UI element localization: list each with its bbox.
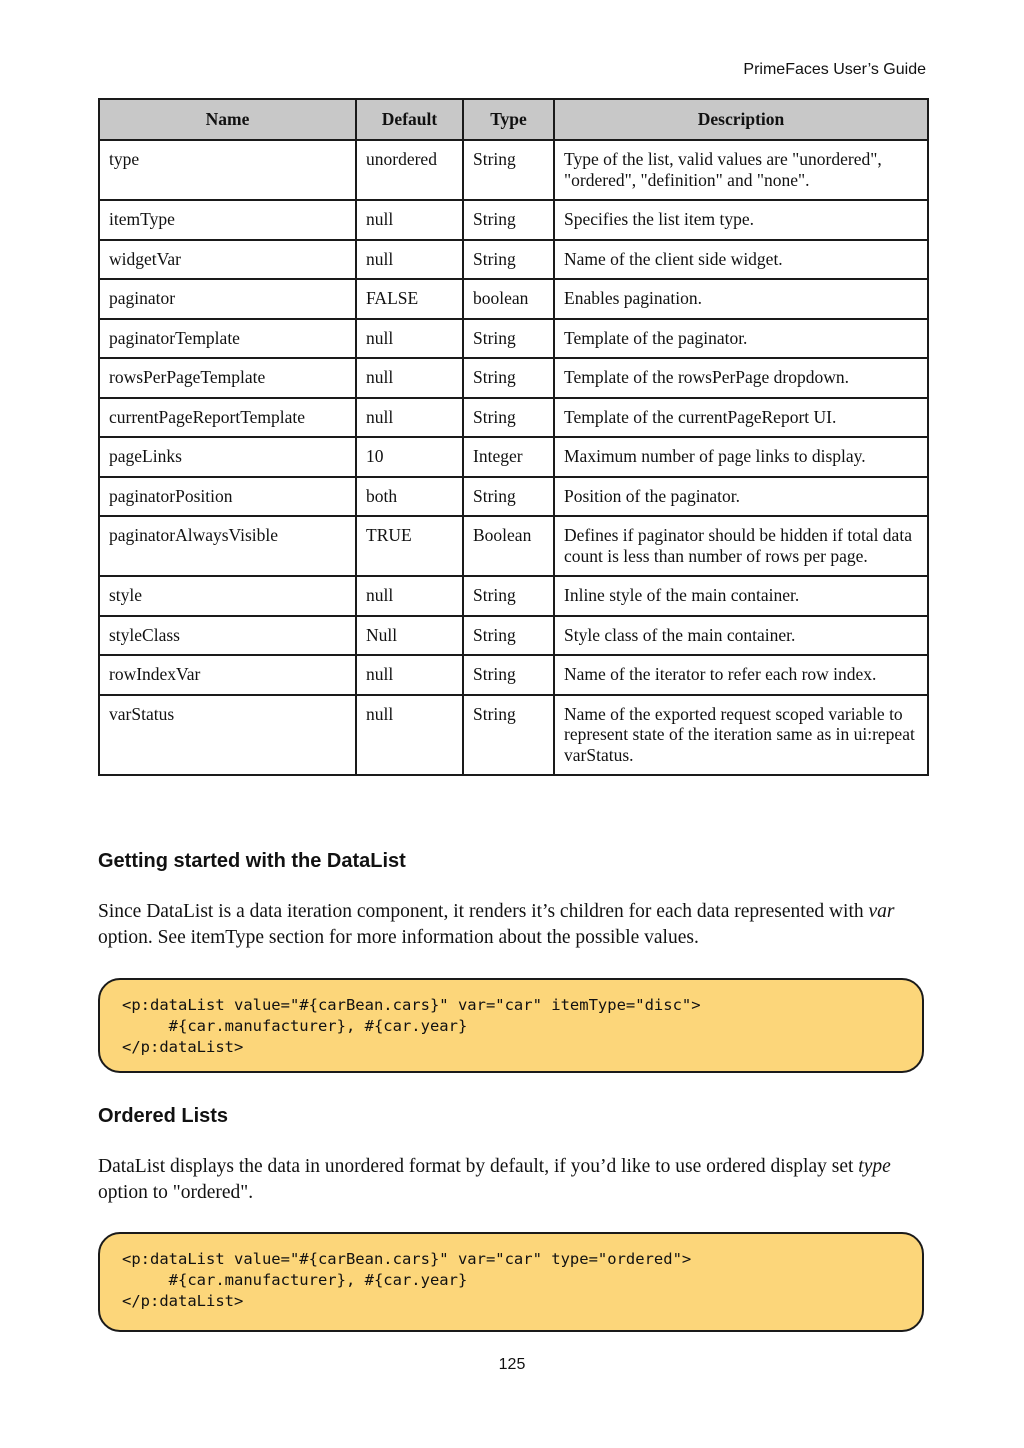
cell-type: String [463, 616, 554, 656]
code-block-datalist [98, 978, 924, 1073]
code-line: <p:dataList value="#{carBean.cars}" var="car" itemType="disc"> [122, 996, 701, 1014]
cell-default: null [356, 576, 463, 616]
cell-default: 10 [356, 437, 463, 477]
cell-default: Null [356, 616, 463, 656]
column-header-name: Name [99, 99, 356, 140]
table-row [99, 358, 928, 398]
cell-default: null [356, 240, 463, 280]
code-block-ordered [98, 1232, 924, 1332]
paragraph-emphasis: type [858, 1156, 891, 1177]
cell-name: paginatorPosition [99, 477, 356, 517]
cell-name: styleClass [99, 616, 356, 656]
cell-type: String [463, 477, 554, 517]
table-row [99, 279, 928, 319]
cell-default: null [356, 655, 463, 695]
running-header: PrimeFaces User’s Guide [743, 61, 926, 78]
cell-description: Name of the iterator to refer each row index. [554, 655, 928, 695]
attributes-table [98, 98, 929, 776]
cell-type: String [463, 695, 554, 776]
paragraph-text: option. See itemType section for more information about the possible values. [98, 927, 699, 948]
cell-type: String [463, 358, 554, 398]
cell-name: itemType [99, 200, 356, 240]
table-row [99, 576, 928, 616]
code-line: </p:dataList> [122, 1292, 244, 1310]
cell-name: rowsPerPageTemplate [99, 358, 356, 398]
paragraph-ordered-lists [98, 1154, 928, 1206]
table-row [99, 437, 928, 477]
cell-description: Maximum number of page links to display. [554, 437, 928, 477]
column-header-description: Description [554, 99, 928, 140]
code-line: </p:dataList> [122, 1038, 244, 1056]
heading-ordered-lists: Ordered Lists [98, 1105, 229, 1127]
cell-name: rowIndexVar [99, 655, 356, 695]
cell-description: Template of the rowsPerPage dropdown. [554, 358, 928, 398]
cell-default: both [356, 477, 463, 517]
cell-description: Position of the paginator. [554, 477, 928, 517]
cell-description: Inline style of the main container. [554, 576, 928, 616]
cell-type: Integer [463, 437, 554, 477]
paragraph-text: Since DataList is a data iteration component, it renders it’s children for each data represented with [98, 901, 869, 922]
cell-name: pageLinks [99, 437, 356, 477]
table-row [99, 398, 928, 438]
cell-description: Specifies the list item type. [554, 200, 928, 240]
cell-name: style [99, 576, 356, 616]
table-row [99, 319, 928, 359]
cell-description: Type of the list, valid values are "unordered", "ordered", "definition" and "none". [554, 140, 928, 200]
cell-description: Template of the currentPageReport UI. [554, 398, 928, 438]
cell-type: String [463, 319, 554, 359]
cell-default: null [356, 398, 463, 438]
cell-default: FALSE [356, 279, 463, 319]
paragraph-emphasis: var [868, 901, 895, 922]
cell-type: String [463, 200, 554, 240]
page-number: 125 [498, 1356, 526, 1373]
paragraph-getting-started [98, 899, 928, 951]
table-row [99, 477, 928, 517]
column-header-default: Default [356, 99, 463, 140]
cell-type: String [463, 140, 554, 200]
cell-description: Template of the paginator. [554, 319, 928, 359]
cell-type: String [463, 576, 554, 616]
paragraph-text: option to "ordered". [98, 1182, 254, 1203]
cell-default: null [356, 319, 463, 359]
cell-default: null [356, 695, 463, 776]
cell-name: paginator [99, 279, 356, 319]
cell-name: varStatus [99, 695, 356, 776]
table-row [99, 240, 928, 280]
cell-default: null [356, 200, 463, 240]
cell-type: String [463, 398, 554, 438]
cell-name: type [99, 140, 356, 200]
cell-type: Boolean [463, 516, 554, 576]
cell-default: null [356, 358, 463, 398]
cell-name: paginatorTemplate [99, 319, 356, 359]
table-row [99, 140, 928, 200]
table-row [99, 616, 928, 656]
cell-description: Name of the exported request scoped variable to represent state of the iteration same as in ui:repeat varStatus. [554, 695, 928, 776]
code-line: #{car.manufacturer}, #{car.year} [122, 1271, 468, 1289]
cell-default: unordered [356, 140, 463, 200]
table-row [99, 200, 928, 240]
table-body [99, 140, 928, 775]
cell-type: String [463, 240, 554, 280]
column-header-type: Type [463, 99, 554, 140]
table-row [99, 516, 928, 576]
cell-default: TRUE [356, 516, 463, 576]
cell-description: Name of the client side widget. [554, 240, 928, 280]
cell-description: Enables pagination. [554, 279, 928, 319]
code-line: <p:dataList value="#{carBean.cars}" var="car" type="ordered"> [122, 1250, 692, 1268]
table-row [99, 695, 928, 776]
table-header-row [99, 99, 928, 140]
code-line: #{car.manufacturer}, #{car.year} [122, 1017, 468, 1035]
cell-name: currentPageReportTemplate [99, 398, 356, 438]
paragraph-text: DataList displays the data in unordered format by default, if you’d like to use ordered display set [98, 1156, 859, 1177]
cell-type: String [463, 655, 554, 695]
cell-name: paginatorAlwaysVisible [99, 516, 356, 576]
cell-type: boolean [463, 279, 554, 319]
cell-name: widgetVar [99, 240, 356, 280]
cell-description: Style class of the main container. [554, 616, 928, 656]
table-row [99, 655, 928, 695]
heading-getting-started: Getting started with the DataList [98, 850, 406, 872]
cell-description: Defines if paginator should be hidden if total data count is less than number of rows per page. [554, 516, 928, 576]
